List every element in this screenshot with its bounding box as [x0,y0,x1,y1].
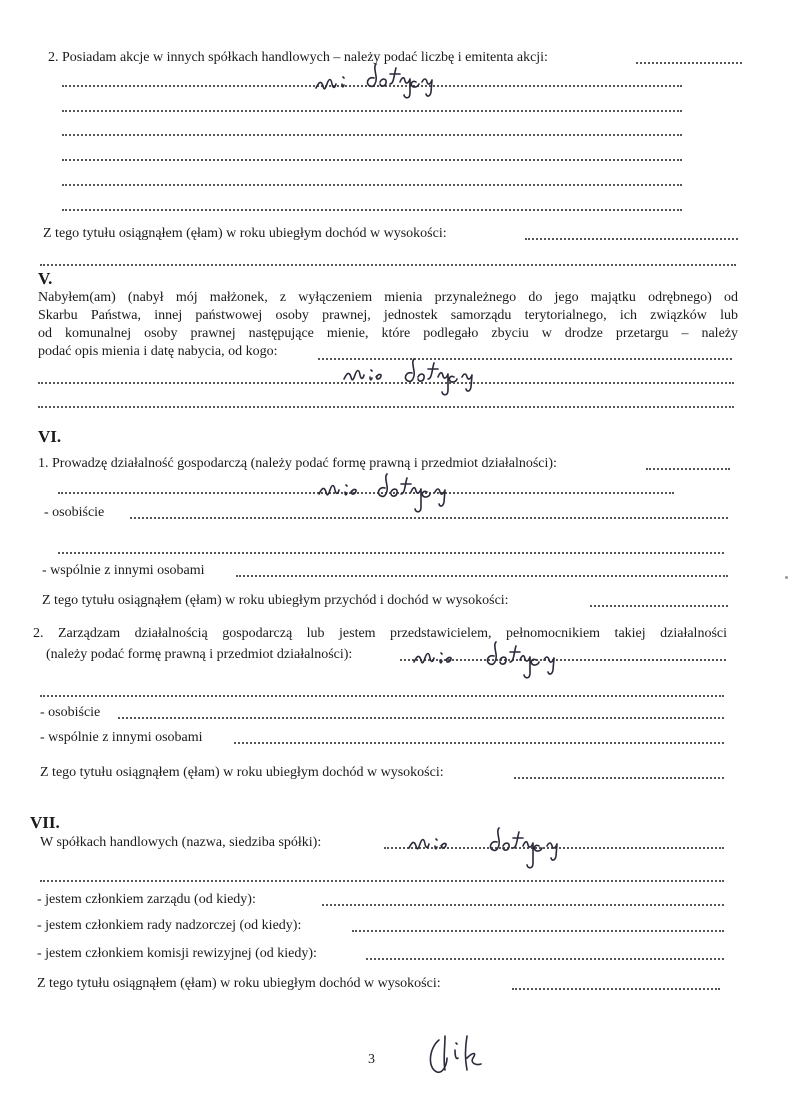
business-label: 1. Prowadzę działalność gospodarczą (należy podać formę prawną i przedmiot działalności): [38,456,557,471]
audit-committee-label: - jestem członkiem komisji rewizyjnej (od kiedy): [37,946,317,961]
companies-line-1[interactable] [40,864,724,882]
page-number: 3 [368,1052,375,1067]
signature-initials [425,1030,515,1080]
section-vii-heading: VII. [30,813,60,832]
business-field[interactable] [646,452,730,470]
shares-income-label: Z tego tytułu osiągnąłem (ęłam) w roku ubiegłym dochód w wysokości: [43,226,447,241]
shares-line-2[interactable] [62,94,682,112]
section-v-para-line-2: Skarbu Państwa, innej państwowej osoby prawnej, jednostek samorządu terytorialnego, ich związków lub [38,308,738,323]
board-member-field[interactable] [322,888,724,906]
management-jointly-label: - wspólnie z innymi osobami [40,730,203,745]
business-personally-line[interactable] [58,536,724,554]
shares-field[interactable] [636,46,742,64]
board-member-label: - jestem członkiem zarządu (od kiedy): [37,892,256,907]
shares-line-5[interactable] [62,168,682,186]
shares-line-4[interactable] [62,143,682,161]
management-personally-label: - osobiście [40,705,101,720]
shares-label: 2. Posiadam akcje w innych spółkach handlowych – należy podać liczbę i emitenta akcji: [48,50,548,65]
property-line-2[interactable] [38,390,734,408]
business-jointly-field[interactable] [236,559,728,577]
management-personally-field[interactable] [118,701,724,719]
business-income-label: Z tego tytułu osiągnąłem (ęłam) w roku ubiegłym przychód i dochód w wysokości: [42,593,509,608]
section-vi-heading: VI. [38,427,62,446]
shares-income-line[interactable] [40,248,736,266]
supervisory-board-label: - jestem członkiem rady nadzorczej (od kiedy): [37,918,302,933]
section-v-para-line-1: Nabyłem(am) (nabył mój małżonek, z wyłączeniem mienia przynależnego do jego majątku odrębnego) od [38,290,738,305]
management-line-1[interactable] [40,679,724,697]
shares-line-3[interactable] [62,118,682,136]
management-label-line-2: (należy podać formę prawną i przedmiot działalności): [46,647,353,662]
supervisory-board-field[interactable] [352,914,724,932]
companies-income-field[interactable] [512,972,720,990]
business-income-field[interactable] [590,589,728,607]
section-v-para-line-3: od komunalnej osoby prawnej następujące mienie, które podlegało zbyciu w drodze przetargu – należy [38,326,738,341]
management-income-field[interactable] [514,761,724,779]
scan-speck [785,576,788,579]
business-jointly-label: - wspólnie z innymi osobami [42,563,205,578]
property-line-1[interactable] [38,366,734,384]
shares-income-field[interactable] [525,222,738,240]
management-jointly-field[interactable] [234,726,724,744]
companies-income-label: Z tego tytułu osiągnąłem (ęłam) w roku ubiegłym dochód w wysokości: [37,976,441,991]
business-personally-field[interactable] [130,501,728,519]
section-v-heading: V. [38,269,53,288]
management-income-label: Z tego tytułu osiągnąłem (ęłam) w roku ubiegłym dochód w wysokości: [40,765,444,780]
companies-label: W spółkach handlowych (nazwa, siedziba spółki): [40,835,322,850]
section-v-para-line-4: podać opis mienia i datę nabycia, od kogo: [38,344,278,359]
shares-line-6[interactable] [62,193,682,211]
business-personally-label: - osobiście [44,505,105,520]
audit-committee-field[interactable] [366,942,724,960]
management-label-line-1: 2. Zarządzam działalnością gospodarczą lub jestem przedstawicielem, pełnomocnikiem takiej działalności [33,626,727,641]
